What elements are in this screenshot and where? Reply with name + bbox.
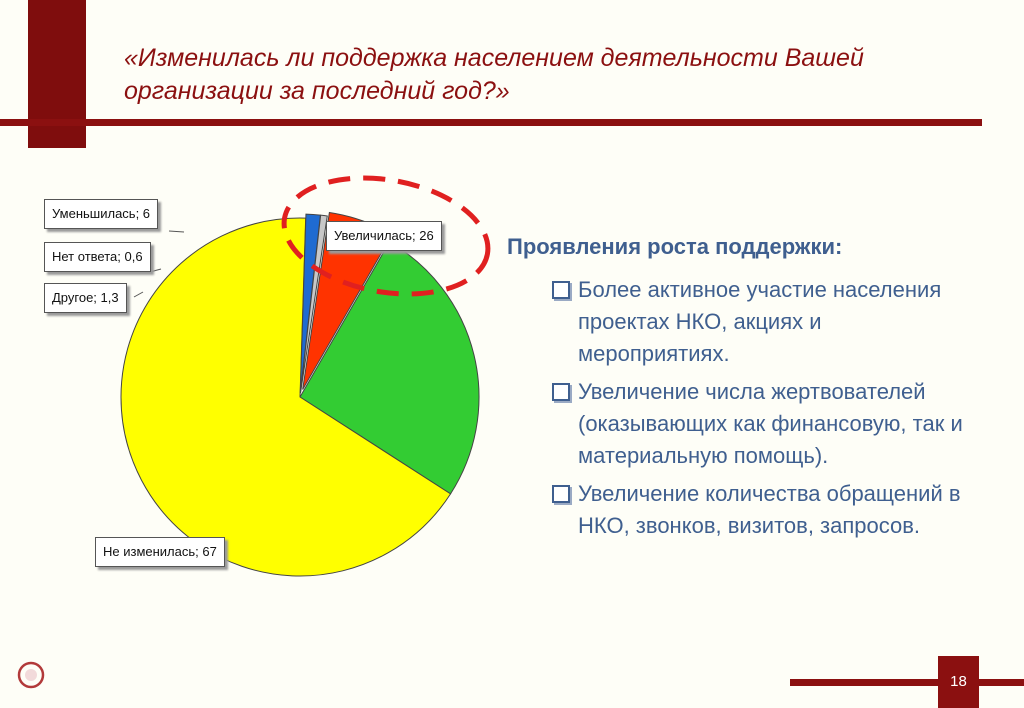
connector-no-answer (150, 269, 161, 272)
pie-slices (121, 212, 479, 576)
page-number: 18 (938, 656, 979, 708)
slide-title: «Изменилась ли поддержка населением деятельности Вашей организации за последний год?» (124, 44, 864, 105)
bullet-list (551, 274, 971, 548)
organization-logo-icon (16, 660, 46, 690)
callout-other: Другое; 1,3 (44, 283, 127, 313)
checkbox-bullet-icon (552, 383, 570, 401)
title-underline (0, 119, 982, 126)
bullet-item (551, 478, 971, 542)
callout-unchanged: Не изменилась; 67 (95, 537, 225, 567)
bullet-text: Увеличение числа жертвователей (оказывающих как финансовую, так и материальную помощь). (578, 379, 963, 468)
footer-line (790, 679, 1024, 686)
bullet-item (551, 376, 971, 472)
connector-other (134, 292, 143, 297)
callout-decreased: Уменьшилась; 6 (44, 199, 158, 229)
callout-increased: Увеличилась; 26 (326, 221, 442, 251)
bullet-text: Более активное участие населения проектах НКО, акциях и мероприятиях. (578, 277, 942, 366)
checkbox-bullet-icon (552, 485, 570, 503)
side-heading: Проявления роста поддержки: (507, 234, 843, 259)
connector-decreased (169, 231, 184, 232)
bullet-item (551, 274, 971, 370)
checkbox-bullet-icon (552, 281, 570, 299)
bullet-text: Увеличение количества обращений в НКО, звонков, визитов, запросов. (578, 481, 961, 538)
callout-no-answer: Нет ответа; 0,6 (44, 242, 151, 272)
